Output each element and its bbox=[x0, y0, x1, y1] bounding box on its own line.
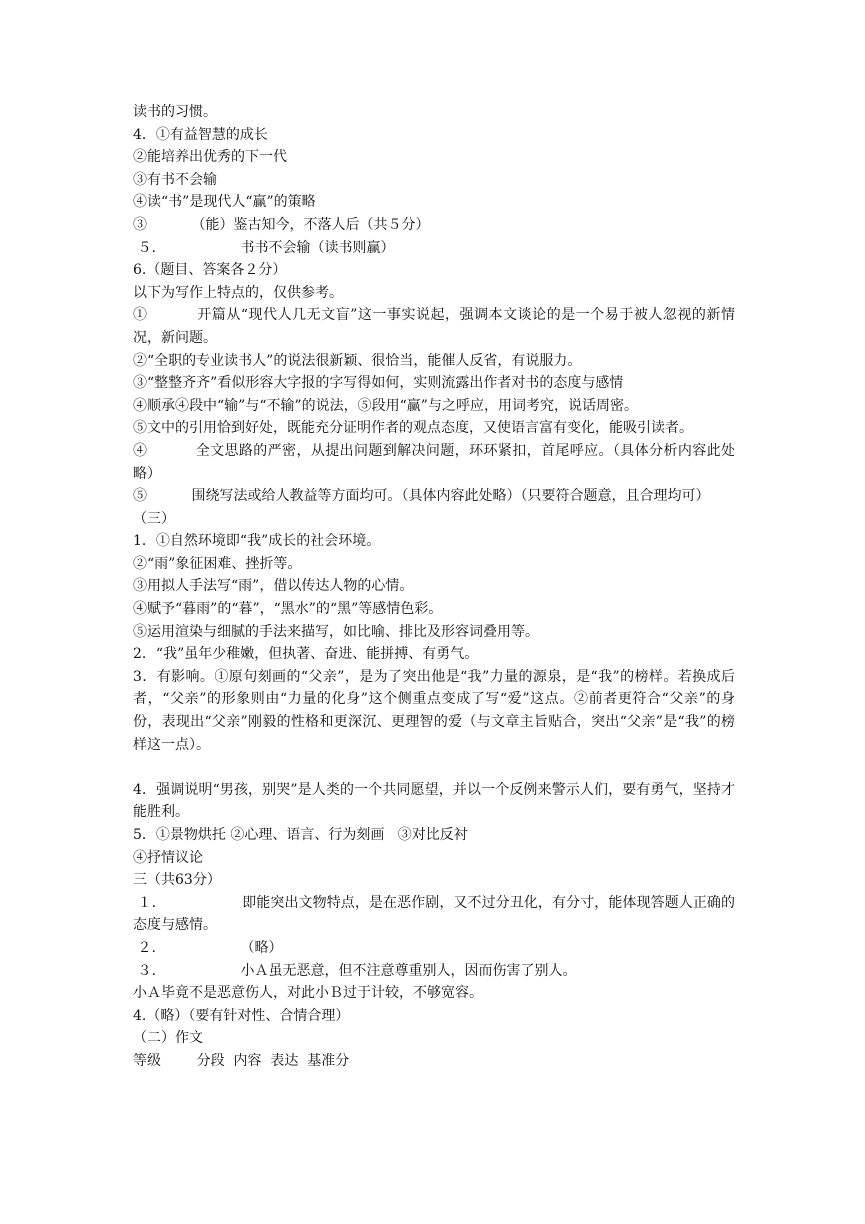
answer-paragraph: １. 即能突出文物特点，是在恶作剧，又不过分丑化，有分寸，能体现答题人正确的态度与感情。 bbox=[133, 894, 735, 934]
section-heading: （三） bbox=[133, 510, 175, 527]
answer-item: ②“全职的专业读书人”的说法很新颖、很恰当，能催人反省，有说服力。 bbox=[133, 352, 582, 369]
answer-item: ②“雨”象征困难、挫折等。 bbox=[133, 555, 302, 572]
answer-item: 4．①有益智慧的成长 bbox=[133, 126, 268, 143]
answer-item: ⑤运用渲染与细腻的手法来描写，如比喻、排比及形容词叠用等。 bbox=[133, 623, 539, 640]
answer-item: 5．①景物烘托 ②心理、语言、行为刻画 ③对比反衬 bbox=[133, 827, 468, 843]
answer-paragraph: ① 开篇从“现代人几无文盲”这一事实说起，强调本文谈论的是一个易于被人忽视的新情况，新问题。 bbox=[133, 307, 735, 346]
blank-line bbox=[133, 756, 735, 779]
answer-item: 4.（略）（要有针对性、合情合理） bbox=[133, 1007, 350, 1024]
answer-item: ③用拟人手法写“雨”，借以传达人物的心情。 bbox=[133, 578, 414, 595]
answer-item: ５. 书书不会输（读书则赢） bbox=[133, 239, 395, 256]
answer-item: 1．①自然环境即“我”成长的社会环境。 bbox=[133, 533, 381, 550]
answer-item: ④抒情议论 bbox=[133, 849, 203, 866]
answer-item: 6.（题目、答案各２分） bbox=[133, 262, 287, 279]
answer-paragraph: ④ 全文思路的严密，从提出问题到解决问题，环环紧扣，首尾呼应。（具体分析内容此处略） bbox=[133, 442, 735, 482]
text-line: 以下为写作上特点的，仅供参考。 bbox=[133, 284, 343, 301]
answer-paragraph: 4．强调说明“男孩，别哭”是人类的一个共同愿望，并以一个反例来警示人们，要有勇气，坚持才能胜利。 bbox=[133, 781, 735, 821]
section-heading: 三（共63分） bbox=[133, 872, 221, 889]
answer-item: 小Ａ毕竟不是恶意伤人，对此小Ｂ过于计较，不够宽容。 bbox=[133, 985, 483, 1002]
answer-paragraph: 3．有影响。①原句刻画的“父亲”，是为了突出他是“我”力量的源泉，是“我”的榜样。若换成后者，“父亲”的形象则由“力量的化身”这个侧重点变成了写“爱”这点。②前者更符合“父亲”的身份，表现出“父亲”刚毅的性格和更深沉、更理智的爱（与文章主旨贴合，突出“父亲”是“我”的榜样这一点）。 bbox=[133, 668, 735, 753]
answer-item: ２. （略） bbox=[133, 939, 283, 956]
section-heading: （二）作文 bbox=[133, 1030, 203, 1047]
answer-item: ３. 小Ａ虽无恶意，但不注意尊重别人，因而伤害了别人。 bbox=[133, 962, 577, 979]
answer-item: ③有书不会输 bbox=[133, 171, 217, 188]
answer-item: ③“整整齐齐”看似形容大字报的字写得如何，实则流露出作者对书的态度与感情 bbox=[133, 375, 624, 392]
answer-item: ④赋予“暮雨”的“暮”，“黑水”的“黑”等感情色彩。 bbox=[133, 601, 443, 618]
answer-item: ③ （能）鉴古知今，不落人后（共５分） bbox=[133, 216, 430, 233]
text-line: 读书的习惯。 bbox=[133, 104, 217, 120]
document-page bbox=[133, 101, 735, 1073]
answer-item: 2．“我”虽年少稚嫩，但执著、奋进、能拼搏、有勇气。 bbox=[133, 646, 479, 663]
answer-item: ④顺承④段中“输”与“不输”的说法，⑤段用“赢”与之呼应，用词考究，说话周密。 bbox=[133, 397, 638, 414]
answer-paragraph: ⑤ 围绕写法或给人教益等方面均可。（具体内容此处略）（只要符合题意，且合理均可） bbox=[133, 488, 710, 505]
table-header-line: 等级 分段 内容 表达 基准分 bbox=[133, 1052, 350, 1069]
answer-item: ④读“书”是现代人“赢”的策略 bbox=[133, 194, 316, 211]
answer-item: ⑤文中的引用恰到好处，既能充分证明作者的观点态度，又使语言富有变化，能吸引读者。 bbox=[133, 420, 693, 437]
answer-item: ②能培养出优秀的下一代 bbox=[133, 149, 287, 166]
